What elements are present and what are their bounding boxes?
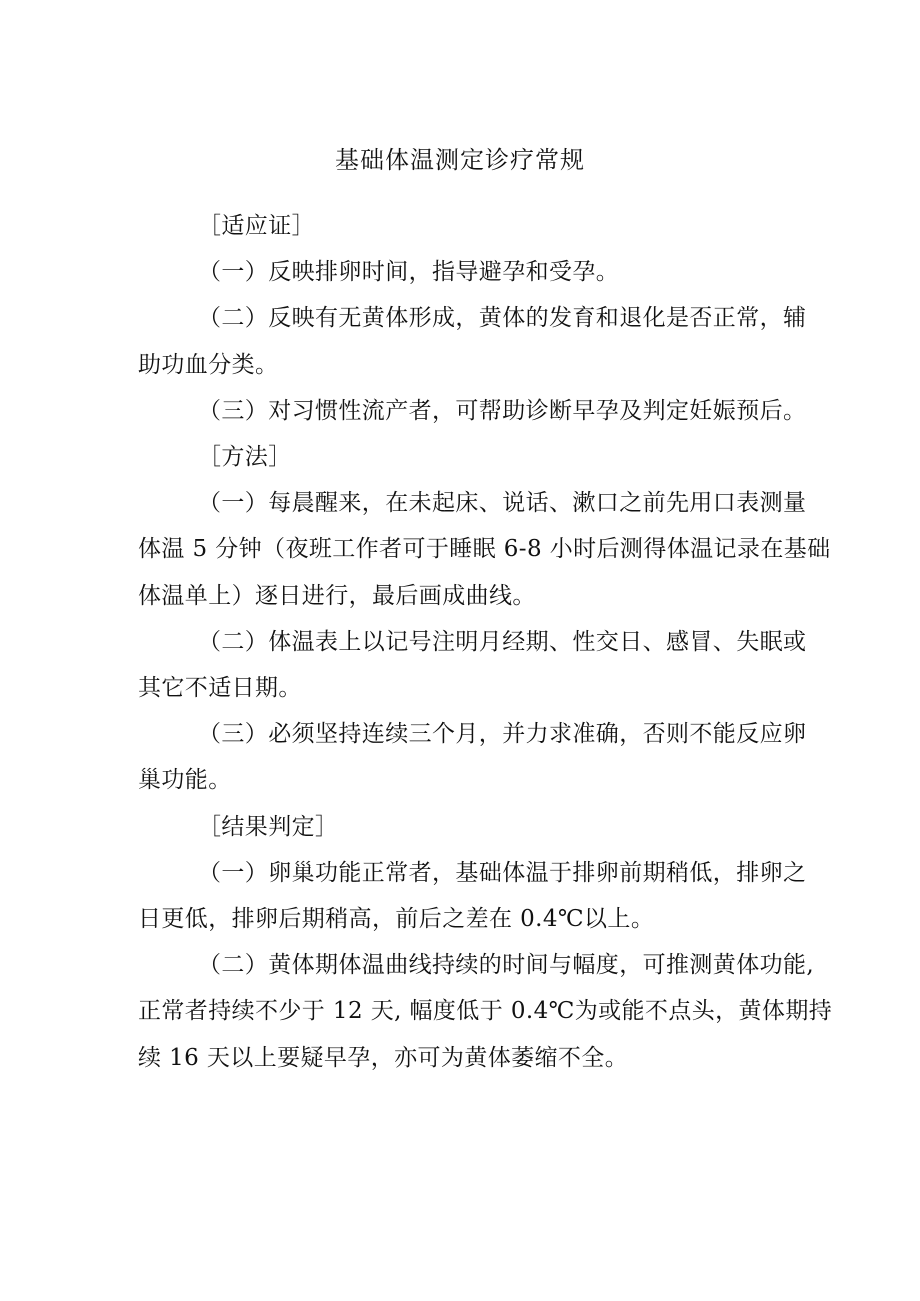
text-line: （二）黄体期体温曲线持续的时间与幅度，可推测黄体功能, (198, 952, 815, 979)
text-line: （一）反映排卵时间，指导避孕和受孕。 (198, 259, 620, 286)
text-line: （三）必须坚持连续三个月，并力求准确，否则不能反应卵 (198, 721, 807, 748)
document-title: 基础体温测定诊疗常规 (335, 146, 585, 174)
text-line: ［方法］ (198, 444, 292, 471)
text-line: ［适应证］ (198, 213, 315, 239)
text-line: （一）每晨醒来，在未起床、说话、漱口之前先用口表测量 (198, 490, 807, 517)
text-line: 体温单上）逐日进行，最后画成曲线。 (138, 582, 536, 609)
text-line: 续 16 天以上要疑早孕，亦可为黄体萎缩不全。 (138, 1044, 629, 1071)
text-line: （一）卵巢功能正常者，基础体温于排卵前期稍低，排卵之 (198, 859, 807, 886)
text-line: 日更低，排卵后期稍高，前后之差在 0.4℃以上。 (138, 906, 655, 933)
text-line: 巢功能。 (138, 767, 232, 794)
document-body (138, 203, 833, 1081)
text-line: 其它不适日期。 (138, 675, 302, 702)
text-line: ［结果判定］ (198, 813, 339, 840)
text-line: （三）对习惯性流产者，可帮助诊断早孕及判定妊娠预后。 (198, 397, 807, 424)
text-line: （二）反映有无黄体形成，黄体的发育和退化是否正常，辅 (198, 305, 807, 332)
text-line: （二）体温表上以记号注明月经期、性交日、感冒、失眠或 (198, 628, 807, 655)
text-line: 正常者持续不少于 12 天, 幅度低于 0.4℃为或能不点头，黄体期持 (138, 998, 833, 1025)
text-line: 助功血分类。 (138, 351, 279, 378)
text-line: 体温 5 分钟（夜班工作者可于睡眠 6-8 小时后测得体温记录在基础 (138, 536, 831, 563)
